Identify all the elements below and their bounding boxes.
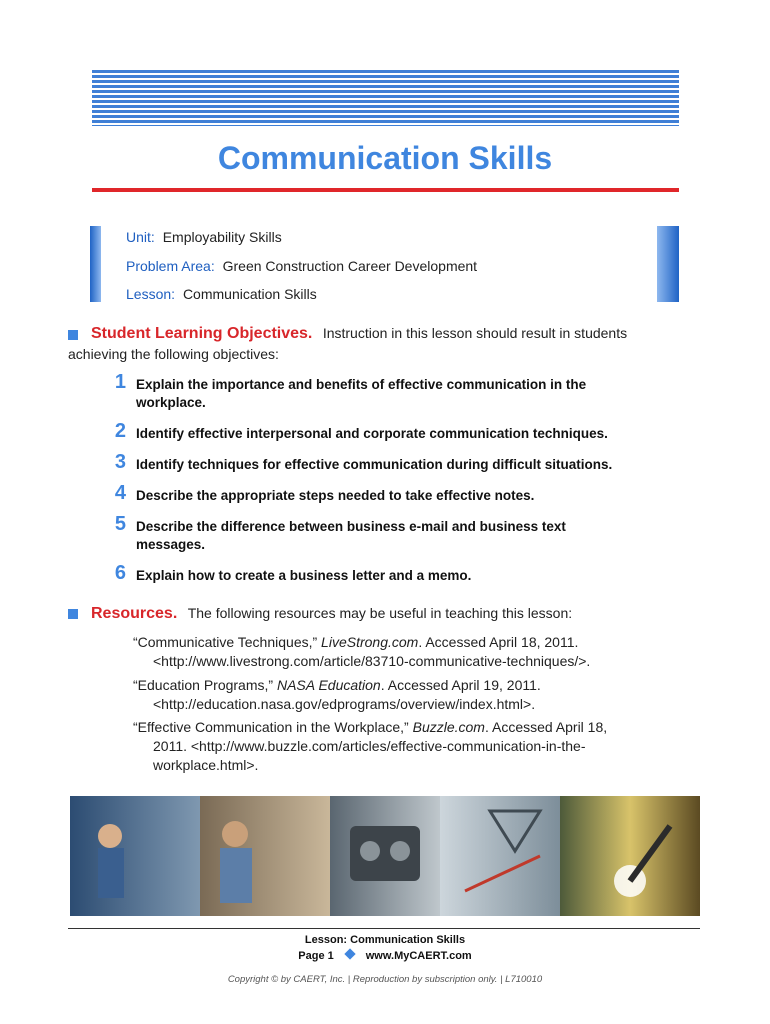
resource-url: <http://www.livestrong.com/article/83710-communicative-techniques/>. [153, 653, 591, 669]
resources-heading-line [91, 605, 691, 623]
objective-text: Explain how to create a business letter and a memo. [136, 568, 472, 583]
objective-item [136, 425, 656, 443]
career-photo-collage [70, 796, 700, 916]
lesson-value: Communication Skills [182, 286, 317, 302]
objective-text-cont: workplace. [136, 395, 206, 410]
objectives-intro-cont: achieving the following objectives: [68, 346, 279, 362]
objective-text: Describe the difference between business e-mail and business text [136, 519, 566, 534]
resources-intro: The following resources may be useful in teaching this lesson: [187, 605, 573, 621]
footer-page: Page 1 [298, 950, 334, 962]
objectives-intro: Instruction in this lesson should result in students [322, 325, 628, 341]
resource-item [133, 633, 633, 671]
objective-text: Identify techniques for effective communication during difficult situations. [136, 457, 613, 472]
resources-bullet-icon [68, 609, 78, 619]
resource-source: LiveStrong.com [321, 634, 419, 650]
page-title: Communication Skills [217, 140, 553, 176]
footer-lesson: Lesson: Communication Skills [304, 934, 466, 946]
header-stripes [92, 70, 679, 126]
objective-number: 2 [114, 420, 126, 442]
photo-welding [560, 796, 700, 916]
resource-item [133, 718, 633, 775]
diamond-icon [344, 948, 355, 959]
lesson-label: Lesson: [126, 286, 176, 302]
problem-area-value: Green Construction Career Development [222, 258, 478, 274]
unit-line [126, 229, 282, 245]
resource-accessed: . Accessed April 19, 2011. [380, 677, 541, 693]
objective-item [136, 518, 656, 554]
photo-drafting [200, 796, 330, 916]
objective-text: Identify effective interpersonal and corporate communication techniques. [136, 426, 608, 441]
resource-source: NASA Education [276, 677, 381, 693]
objective-number: 4 [114, 482, 126, 504]
objective-item [136, 487, 656, 505]
footer-site-link[interactable]: www.MyCAERT.com [365, 950, 472, 962]
resource-item [133, 676, 633, 714]
unit-label: Unit: [126, 229, 155, 245]
resource-title: “Effective Communication in the Workplace,” [133, 719, 413, 735]
copyright-notice: Copyright © by CAERT, Inc. | Reproduction by subscription only. | L710010 [227, 974, 543, 985]
info-box-right-bar [657, 226, 679, 302]
photo-lab-workers [70, 796, 200, 916]
objective-item [136, 376, 656, 412]
objective-number: 5 [114, 513, 126, 535]
photo-blueprint [440, 796, 560, 916]
objective-item [136, 567, 656, 585]
objectives-heading-line [91, 325, 691, 343]
objective-number: 6 [114, 562, 126, 584]
objectives-heading: Student Learning Objectives. [91, 325, 313, 342]
resource-title: “Communicative Techniques,” [133, 634, 322, 650]
resource-source: Buzzle.com [412, 719, 485, 735]
title-underline [92, 188, 679, 192]
resource-url-cont: workplace.html>. [153, 757, 259, 773]
unit-value: Employability Skills [162, 229, 282, 245]
objective-text: Describe the appropriate steps needed to take effective notes. [136, 488, 535, 503]
objective-item [136, 456, 656, 474]
objective-text-cont: messages. [136, 537, 206, 552]
resource-accessed: . Accessed April 18, [484, 719, 608, 735]
footer-page-line [0, 950, 770, 962]
objective-text: Explain the importance and benefits of effective communication in the [136, 377, 587, 392]
info-box-left-bar [90, 226, 101, 302]
objectives-bullet-icon [68, 330, 78, 340]
footer-rule [68, 928, 700, 929]
resource-url: <http://education.nasa.gov/edprograms/overview/index.html>. [153, 696, 536, 712]
problem-area-line [126, 258, 477, 274]
resource-accessed: . Accessed April 18, 2011. [418, 634, 579, 650]
resources-heading: Resources. [91, 605, 178, 622]
lesson-line [126, 286, 317, 302]
objective-number: 3 [114, 451, 126, 473]
resource-url: 2011. <http://www.buzzle.com/articles/effective-communication-in-the- [153, 738, 586, 754]
objective-number: 1 [114, 371, 126, 393]
problem-area-label: Problem Area: [126, 258, 215, 274]
resource-title: “Education Programs,” [133, 677, 277, 693]
